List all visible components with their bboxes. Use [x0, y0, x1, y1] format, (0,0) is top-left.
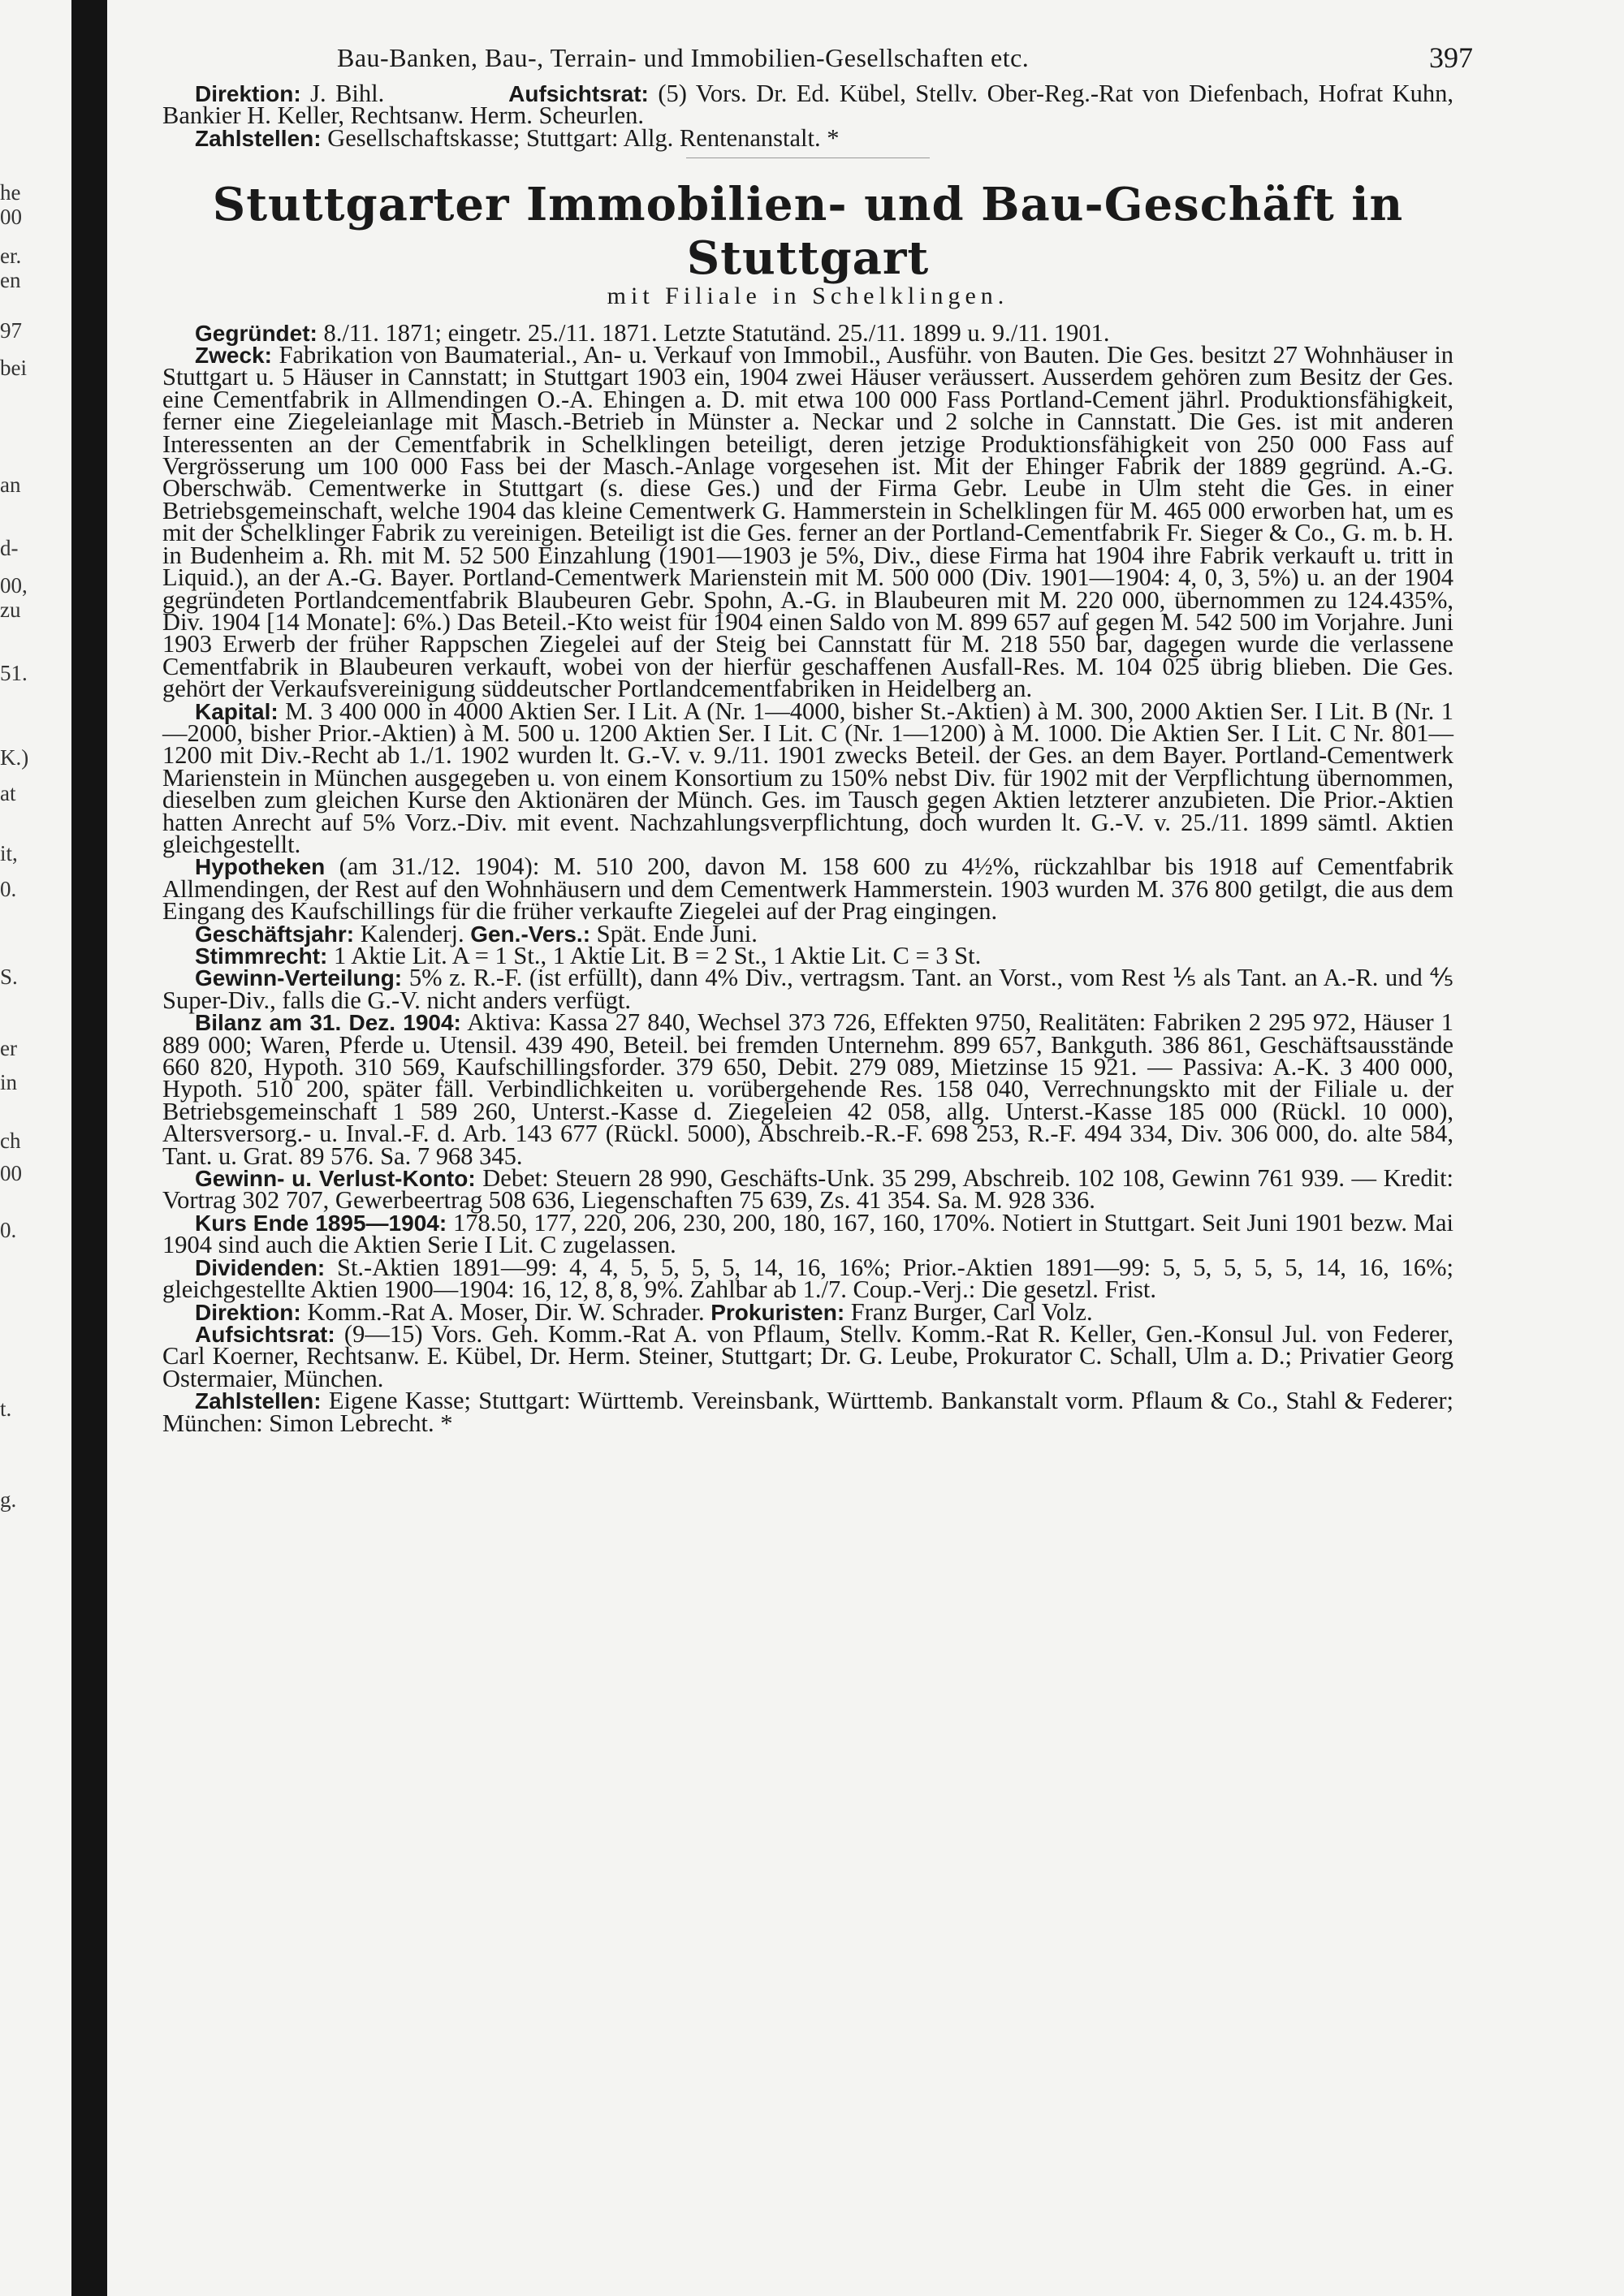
section-label: Gewinn-Verteilung:: [195, 965, 403, 991]
section-label: Zweck:: [195, 343, 272, 369]
section-label: Zahlstellen:: [195, 1388, 322, 1414]
company-title: Stuttgarter Immobilien- und Bau-Geschäft in Stuttgart: [212, 178, 1404, 286]
section-dividends: [162, 1253, 1453, 1304]
section-text: (9—15) Vors. Geh. Komm.-Rat A. von Pflaum, Stellv. Komm.-Rat R. Keller, Gen.-Konsul Jul. von Federer, Carl Koerner, Rechtsanw. E. Kübel, Dr. Herm. Steiner, Stuttgart; Dr. G. Leube, Prokurator C. Schall, Ulm a. D.; Privatier Georg Ostermaier, München.: [162, 1319, 1454, 1392]
section-label-secondary: Gen.-Vers.:: [470, 921, 591, 947]
margin-fragment: bei: [0, 356, 27, 380]
section-text: 5% z. R.-F. (ist erfüllt), dann 4% Div., vertragsm. Tant. an Vorst., vom Rest ⅕ als Tant. an A.-R. und ⅘ Super-Div., falls die G.-V. nicht anders verfügt.: [162, 964, 1454, 1014]
aufsichtsrat-label: Aufsichtsrat:: [508, 81, 649, 106]
previous-entry: [162, 80, 1454, 158]
section-label: Kapital:: [195, 698, 279, 724]
section-profit-loss: [162, 1164, 1454, 1215]
running-head: [162, 41, 1473, 83]
company-entry: [162, 318, 1454, 1437]
margin-fragment: at: [0, 781, 16, 805]
section-label: Kurs Ende 1895—1904:: [195, 1210, 447, 1236]
section-text: Eigene Kasse; Stuttgart: Württemb. Vereinsbank, Württemb. Bankanstalt vorm. Pflaum & Co., Stahl & Federer; München: Simon Lebrecht. *: [162, 1387, 1454, 1437]
margin-fragment: d-: [0, 536, 19, 560]
section-purpose: [162, 341, 1454, 703]
section-label: Gegründet:: [195, 320, 317, 346]
section-label-secondary: Prokuristen:: [710, 1299, 845, 1325]
section-label: Aufsichtsrat:: [195, 1321, 335, 1347]
previous-entry-management: [162, 80, 1454, 130]
zahlstellen-text: Gesellschaftskasse; Stuttgart: Allg. Rentenanstalt. *: [327, 123, 840, 152]
margin-fragment: er: [0, 1036, 17, 1060]
margin-fragment: zu: [0, 598, 21, 622]
section-label: Bilanz am 31. Dez. 1904:: [195, 1010, 461, 1036]
section-text: Komm.-Rat A. Moser, Dir. W. Schrader.: [307, 1297, 705, 1326]
margin-fragment: he: [0, 180, 21, 205]
section-text: 1 Aktie Lit. A = 1 St., 1 Aktie Lit. B = 2 St., 1 Aktie Lit. C = 3 St.: [334, 942, 982, 969]
margin-fragment: 00: [0, 205, 22, 229]
margin-fragment: S.: [0, 965, 18, 989]
direktion-text: J. Bihl.: [310, 80, 385, 107]
section-label: Stimmrecht:: [195, 943, 328, 969]
section-supervisory-board: [162, 1319, 1454, 1392]
section-paying-agents: [162, 1387, 1454, 1437]
binding-gutter: [71, 0, 107, 2296]
section-text: St.-Aktien 1891—99: 4, 4, 5, 5, 5, 5, 14, 16, 16%; Prior.-Aktien 1891—99: 5, 5, 5, 5, 5, 14, 16, 16%; gleichgestellte Aktien 1900—1904: 16, 12, 8, 8, 9%. Zahlbar ab 1./7. Coup.-Verj.: Die gesetzl. Frist.: [162, 1253, 1453, 1304]
section-text: 178.50, 177, 220, 206, 230, 200, 180, 167, 160, 170%. Notiert in Stuttgart. Seit Juni 1901 bezw. Mai 1904 sind auch die Aktien Serie I Lit. C zugelassen.: [162, 1208, 1453, 1259]
margin-fragment: an: [0, 473, 21, 497]
section-share-prices: [162, 1208, 1453, 1259]
section-mortgages: [162, 852, 1453, 926]
section-text: Kalenderj.: [360, 919, 464, 947]
section-text: M. 3 400 000 in 4000 Aktien Ser. I Lit. A (Nr. 1—4000, bisher St.-Aktien) à M. 300, 2000 Aktien Ser. I Lit. B (Nr. 1—2000, bisher Prior.-Aktien) à M. 500 u. 1200 Aktien Ser. I Lit. C (Nr. 1—1200) à M. 1000. Die Aktien Ser. I Lit. C Nr. 801—1200 mit Div.-Recht ab 1./1. 1902 wurden lt. G.-V. v. 9./11. 1901 zwecks Beteil. der Ges. an dem Bayer. Portland-Cementwerk Marienstein in München ausgegeben u. von einem Konsortium zu 150% nebst Div. für 1902 mit der Verpflichtung übernommen, dieselben zum gleichen Kurse den Aktionären der Münch. Ges. im Tausch gegen Aktien letzterer anzubieten. Die Prior.-Aktien hatten Anrecht auf 5% Vorz.-Div. mit event. Nachzahlungsverpflichtung, doch wurden lt. G.-V. v. 25./11. 1899 sämtl. Aktien gleichgestellt.: [162, 697, 1453, 858]
margin-fragment: 0.: [0, 1218, 17, 1242]
section-text: 8./11. 1871; eingetr. 25./11. 1871. Letzte Statutänd. 25./11. 1899 u. 9./11. 1901.: [323, 318, 1110, 347]
section-text: Aktiva: Kassa 27 840, Wechsel 373 726, Effekten 9750, Realitäten: Fabriken 2 295 972, Häuser 1 889 000; Waren, Pferde u. Utensil. 439 490, Beteil. bei fremden Unternehm. 899 657, Bankguth. 386 861, Geschäftsausstände 660 820, Hypoth. 310 569, Kaufschillingsforder. 379 650, Debit. 279 089, Mietzinse 15 921. — Passiva: A.-K. 3 400 000, Hypoth. 510 200, später fäll. Verbindlichkeiten u. vorübergehende Res. 158 040, Verrechnungskto mit der Filiale u. der Betriebsgemeinschaft 1 589 260, Unterst.-Kasse d. Ziegeleien 42 058, allg. Unterst.-Kasse 185 000 (Rückl. 10 000), Altersversorg.- u. Inval.-F. d. Arb. 143 677 (Rückl. 5000), Abschreib.-R.-F. 698 253, R.-F. 494 334, Div. 306 000, do. alte 584, Tant. u. Grat. 89 576. Sa. 7 968 345.: [162, 1008, 1453, 1170]
section-label: Gewinn- u. Verlust-Konto:: [195, 1166, 476, 1192]
section-text-secondary: Spät. Ende Juni.: [596, 919, 758, 947]
margin-fragment: 00: [0, 1161, 22, 1185]
section-label: Dividenden:: [195, 1254, 326, 1280]
previous-page-margin: [0, 0, 68, 2296]
page-number: 397: [1429, 41, 1473, 74]
section-balance-sheet: [162, 1008, 1453, 1170]
margin-fragment: in: [0, 1070, 18, 1094]
zahlstellen-label: Zahlstellen:: [195, 125, 322, 151]
section-label: Hypotheken: [195, 854, 326, 880]
margin-fragment: ch: [0, 1129, 21, 1153]
margin-fragment: it,: [0, 841, 18, 865]
margin-fragment: 51.: [0, 661, 28, 685]
previous-entry-paying-agents: [162, 123, 1453, 152]
section-text: Fabrikation von Baumaterial., An- u. Verkauf von Immobil., Ausführ. von Bauten. Die Ges. besitzt 27 Wohnhäuser in Stuttgart u. 5 Häuser in Cannstatt; in Stuttgart 1903 ein, 1904 zwei Häuser veräussert. Ausserdem gehören zum Besitz der Ges. eine Cementfabrik in Allmendingen O.-A. Ehingen a. D. mit etwa 100 000 Fass Portland-Cement jährl. Produktionsfähigkeit, ferner eine Ziegeleianlage mit Masch.-Betrieb in Münster a. Neckar und 2 solche in Cannstatt. Die Ges. ist mit anderen Interessenten an der Cementfabrik in Schelklingen beteiligt, deren jetzige Produktionsfähigkeit von 250 000 Fass auf Vergrösserung um 100 000 Fass bei der Masch.-Anlage vorgesehen ist. Mit der Ehinger Fabrik der 1889 gegründ. A.-G. Oberschwäb. Cementwerke in Stuttgart (s. diese Ges.) und der Firma Gebr. Leube in Ulm steht die Ges. in einer Betriebsgemeinschaft, welche 1904 das kleine Cementwerk G. Hammerstein in Schelklingen für M. 465 000 erworben hat, um es mit der Schelklinger Fabrik zu vereinigen. Beteiligt ist die Ges. ferner an der Portland-Cementfabrik Fr. Sieger & Co., G. m. b. H. in Budenheim a. Rh. mit M. 52 500 Einzahlung (1901—1903 je 5%, Div., diese Firma hat 1904 ihre Fabrik verkauft u. tritt in Liquid.), an der A.-G. Bayer. Portland-Cementwerk Marienstein mit M. 500 000 (Div. 1901—1904: 4, 0, 3, 5%) u. an der 1904 gegründeten Portlandcementfabrik Blaubeuren Gebr. Spohn, A.-G. in Blaubeuren mit M. 220 000, übernommen zu 124.435%, Div. 1904 [14 Monate]: 6%.) Das Beteil.-Kto weist für 1904 einen Saldo von M. 899 657 auf gegen M. 542 500 im Vorjahre. Juni 1903 Erwerb der früher Rappschen Ziegelei auf der Steig bei Cannstatt für M. 218 550 bar, dagegen wurde die verlassene Cementfabrik in Blaubeuren verkauft, wobei von der hierfür geschaffenen Ausfall-Res. M. 104 025 übrig blieben. Die Ges. gehört der Verkaufsvereinigung süddeutscher Portlandcementfabriken in Heidelberg an.: [162, 341, 1454, 703]
section-label: Direktion:: [195, 1299, 301, 1325]
page-content: [162, 41, 1473, 1437]
running-head-title: Bau-Banken, Bau-, Terrain- und Immobilien-Gesellschaften etc.: [337, 43, 1030, 72]
margin-fragment: g.: [0, 1487, 17, 1512]
margin-fragment: 0.: [0, 877, 17, 901]
margin-fragment: t.: [0, 1396, 12, 1421]
section-text-secondary: Franz Burger, Carl Volz.: [850, 1297, 1093, 1326]
company-subtitle: mit Filiale in Schelklingen.: [607, 283, 1009, 310]
margin-fragment: en: [0, 268, 21, 292]
margin-fragment: 97: [0, 318, 22, 343]
section-capital: [162, 697, 1453, 858]
margin-fragment: er.: [0, 244, 22, 268]
aufsichtsrat-text: (5) Vors. Dr. Ed. Kübel, Stellv. Ober-Reg.-Rat von Diefenbach, Hofrat Kuhn, Bankier H. Keller, Rechtsanw. Herm. Scheurlen.: [162, 80, 1454, 130]
margin-fragment: 00,: [0, 573, 28, 598]
section-label: Geschäftsjahr:: [195, 921, 355, 947]
section-text: (am 31./12. 1904): M. 510 200, davon M. 158 600 zu 4½%, rückzahlbar bis 1918 auf Cementfabrik Allmendingen, der Rest auf den Wohnhäusern und dem Cementwerk Hammerstein. 1903 wurden M. 376 800 getilgt, die aus dem Eingang des Kaufschillings für die früher verkaufte Ziegelei auf der Prag eingingen.: [162, 852, 1453, 926]
section-text: Debet: Steuern 28 990, Geschäfts-Unk. 35 299, Abschreib. 102 108, Gewinn 761 939. — Kredit: Vortrag 302 707, Gewerbeertrag 508 636, Liegenschaften 75 639, Zs. 41 354. Sa. M. 928 336.: [162, 1164, 1454, 1215]
section-profit-distribution: [162, 964, 1454, 1014]
margin-fragment: K.): [0, 745, 29, 770]
direktion-label: Direktion:: [195, 81, 301, 106]
